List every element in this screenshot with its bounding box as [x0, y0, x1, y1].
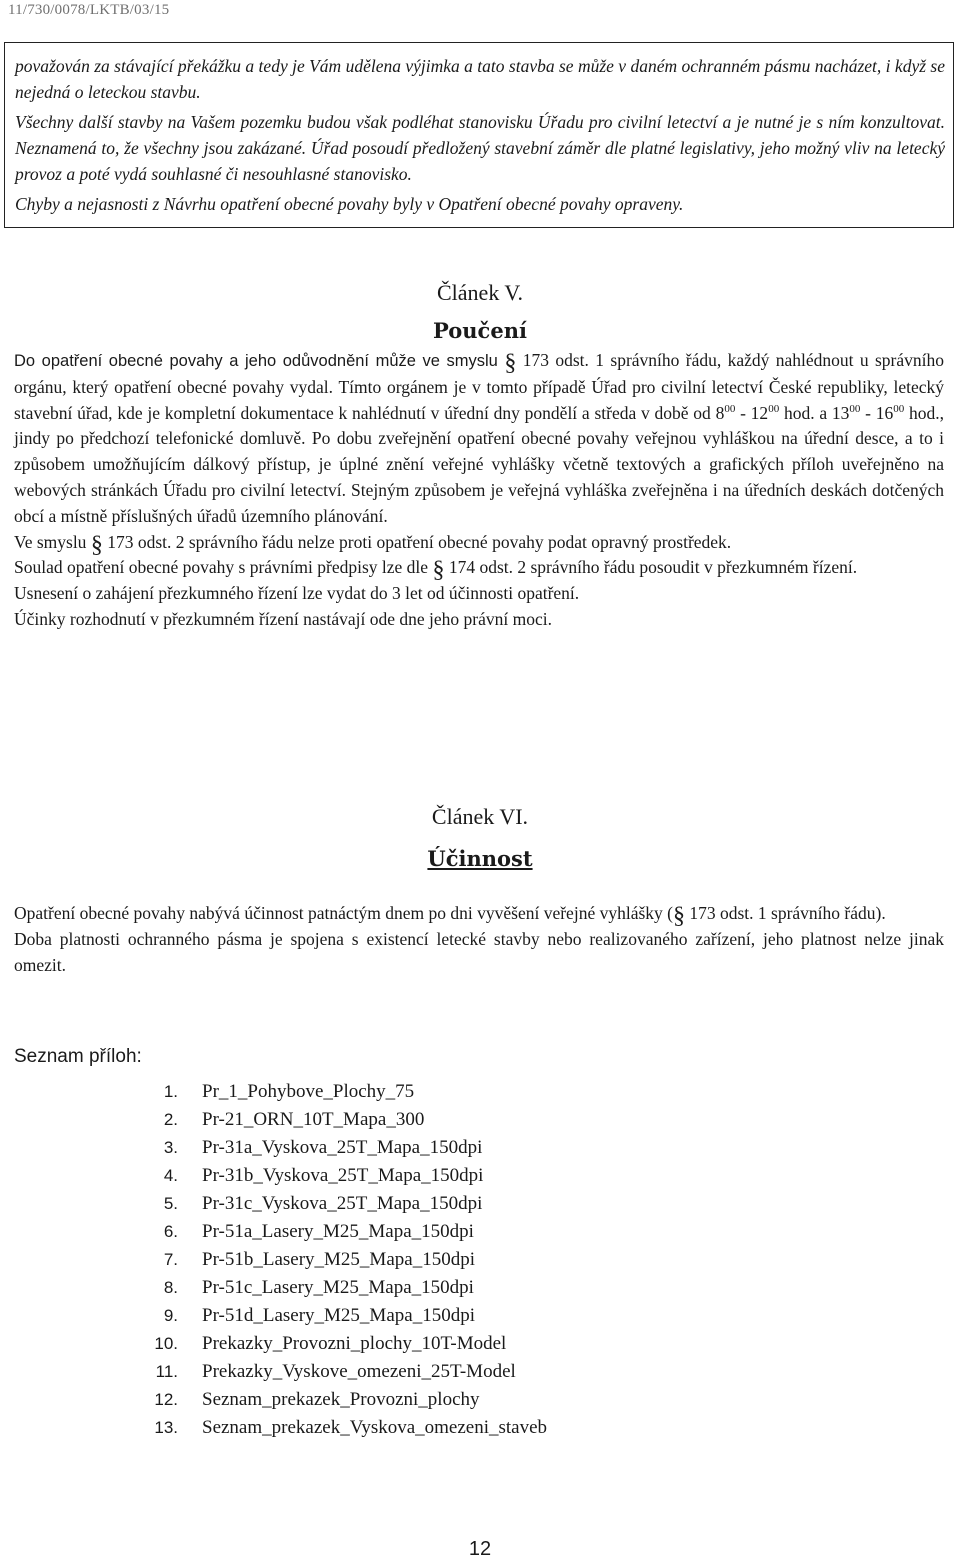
attachment-item — [140, 1078, 547, 1106]
text-segment: hod. a 13 — [779, 402, 850, 423]
attachment-number: 8. — [163, 1278, 178, 1297]
attachment-name: Pr_1_Pohybove_Plochy_75 — [202, 1081, 415, 1102]
attachment-name: Seznam_prekazek_Provozni_plochy — [202, 1389, 480, 1410]
attachment-item — [140, 1190, 547, 1218]
notice-paragraph-3: Chyby a nejasnosti z Návrhu opatření obecné povahy byly v Opatření obecné povahy opraveny. — [15, 194, 684, 214]
attachment-item — [140, 1106, 547, 1134]
attachment-name: Pr-31b_Vyskova_25T_Mapa_150dpi — [202, 1165, 484, 1186]
attachments-list — [140, 1078, 547, 1442]
superscript-mark: 00 — [849, 402, 861, 415]
text-segment: Soulad opatření obecné povahy s právními předpisy lze dle — [14, 557, 433, 578]
notice-paragraph-1: považován za stávající překážku a tedy je Vám udělena výjimka a tato stavba se může v daném ochranném pásmu nacházet, i když se nejedná o leteckou stavbu. — [15, 56, 945, 102]
notice-box — [4, 42, 954, 228]
attachment-name: Pr-51a_Lasery_M25_Mapa_150dpi — [202, 1221, 474, 1242]
text-segment: Opatření obecné povahy nabývá účinnost patnáctým dnem po dni vyvěšení veřejné vyhlášky ( — [14, 903, 673, 923]
superscript-mark: 00 — [768, 402, 780, 415]
article-5-title: Článek V. — [437, 280, 523, 305]
notice-paragraph-2: Všechny další stavby na Vašem pozemku budou však podléhat stanovisku Úřadu pro civilní letectví a je nutné je s ním konzultovat. Neznamená to, že všechny jsou zakázané. Úřad posoudí předložený stavební záměr dle platné legislativy, jeho možný vliv na letecký provoz a poté vydá souhlasné či nesouhlasné stanovisko. — [15, 112, 945, 184]
attachment-number: 12. — [154, 1390, 178, 1409]
attachment-item — [140, 1302, 547, 1330]
attachment-item — [140, 1414, 547, 1442]
article-6-subtitle: Účinnost — [427, 846, 533, 871]
article-6-body — [14, 901, 944, 978]
attachment-name: Prekazky_Provozni_plochy_10T-Model — [202, 1333, 507, 1354]
attachment-number: 9. — [163, 1306, 178, 1325]
attachment-item — [140, 1246, 547, 1274]
article-6-paragraph-2: Doba platnosti ochranného pásma je spojena s existencí letecké stavby nebo realizovaného zařízení, jeho platnost nelze jinak omezit. — [14, 928, 944, 975]
section-sign-icon: § — [504, 350, 517, 376]
text-segment: - 16 — [860, 402, 894, 423]
text-segment: 173 odst. 1 správního řádu, každý nahlédnout u správního orgánu, který opatření obecné povahy vydal. Tímto orgánem je v tomto případě Úřad pro civilní letectví České republiky, letecký stavební úřad, kde je kompletní dokumentace k nahlédnutí v úřední dny pondělí a středa v době od 8 — [14, 350, 944, 423]
attachments-title: Seznam příloh: — [14, 1046, 142, 1067]
article-5-paragraph-1 — [14, 348, 944, 530]
attachment-item — [140, 1358, 547, 1386]
article-5-body — [14, 348, 944, 633]
article-5-paragraph-5: Účinky rozhodnutí v přezkumném řízení nastávají ode dne jeho právní moci. — [14, 608, 552, 629]
text-segment: 173 odst. 2 správního řádu nelze proti opatření obecné povahy podat opravný prostředek. — [107, 531, 732, 552]
attachment-number: 7. — [163, 1250, 178, 1269]
attachment-number: 13. — [154, 1418, 178, 1437]
attachment-item — [140, 1134, 547, 1162]
attachment-number: 11. — [155, 1362, 178, 1381]
superscript-mark: 00 — [724, 402, 736, 415]
text-segment: Do opatření obecné povahy a jeho odůvodnění může ve smyslu — [14, 352, 505, 370]
attachment-number: 10. — [154, 1334, 178, 1353]
section-sign-icon: § — [432, 557, 445, 584]
article-5-paragraph-4: Usnesení o zahájení přezkumného řízení lze vydat do 3 let od účinnosti opatření. — [14, 583, 580, 604]
attachment-name: Seznam_prekazek_Vyskova_omezeni_staveb — [202, 1417, 548, 1438]
article-5-paragraph-3 — [14, 555, 944, 584]
article-5-subtitle: Poučení — [433, 318, 527, 343]
attachment-number: 1. — [163, 1082, 178, 1101]
page-number: 12 — [468, 1538, 492, 1560]
section-sign-icon: § — [90, 531, 103, 558]
attachment-item — [140, 1274, 547, 1302]
attachment-item — [140, 1386, 547, 1414]
text-segment: 173 odst. 1 správního řádu). — [689, 903, 886, 923]
attachment-name: Pr-31c_Vyskova_25T_Mapa_150dpi — [202, 1193, 483, 1214]
attachment-item — [140, 1162, 547, 1190]
attachment-item — [140, 1330, 547, 1358]
attachment-name: Pr-21_ORN_10T_Mapa_300 — [202, 1109, 425, 1130]
article-6-title: Článek VI. — [431, 804, 529, 829]
attachment-number: 6. — [163, 1222, 178, 1241]
attachment-name: Pr-51d_Lasery_M25_Mapa_150dpi — [202, 1305, 475, 1326]
attachment-name: Prekazky_Vyskove_omezeni_25T-Model — [202, 1361, 516, 1382]
text-segment: Ve smyslu — [14, 531, 91, 552]
attachment-number: 3. — [163, 1138, 178, 1157]
attachment-name: Pr-51b_Lasery_M25_Mapa_150dpi — [202, 1249, 475, 1270]
attachment-item — [140, 1218, 547, 1246]
text-segment: hod., jindy po předchozí telefonické domluvě. Po dobu zveřejnění opatření obecné povahy veřejnou vyhláškou na úřední desce, a to i způsobem umožňujícím dálkový přístup, je úplné znění veřejné vyhlášky včetně textových a grafických příloh uveřejněno na webových stránkách Úřadu pro civilní letectví. Stejným způsobem je veřejná vyhláška zveřejněna i na úředních deskách dotčených obcí a místně příslušných úřadů územního plánování. — [14, 402, 944, 526]
article-6-paragraph-1 — [14, 901, 944, 927]
attachment-number: 5. — [163, 1194, 178, 1213]
attachment-number: 4. — [163, 1166, 178, 1185]
attachment-number: 2. — [163, 1110, 178, 1129]
section-sign-icon: § — [672, 903, 685, 929]
article-5-paragraph-2 — [14, 530, 944, 556]
attachment-name: Pr-51c_Lasery_M25_Mapa_150dpi — [202, 1277, 474, 1298]
document-reference: 11/730/0078/LKTB/03/15 — [8, 2, 170, 18]
text-segment: 174 odst. 2 správního řádu posoudit v přezkumném řízení. — [448, 557, 858, 578]
text-segment: - 12 — [735, 402, 769, 423]
attachment-name: Pr-31a_Vyskova_25T_Mapa_150dpi — [202, 1137, 483, 1158]
superscript-mark: 00 — [893, 402, 905, 415]
